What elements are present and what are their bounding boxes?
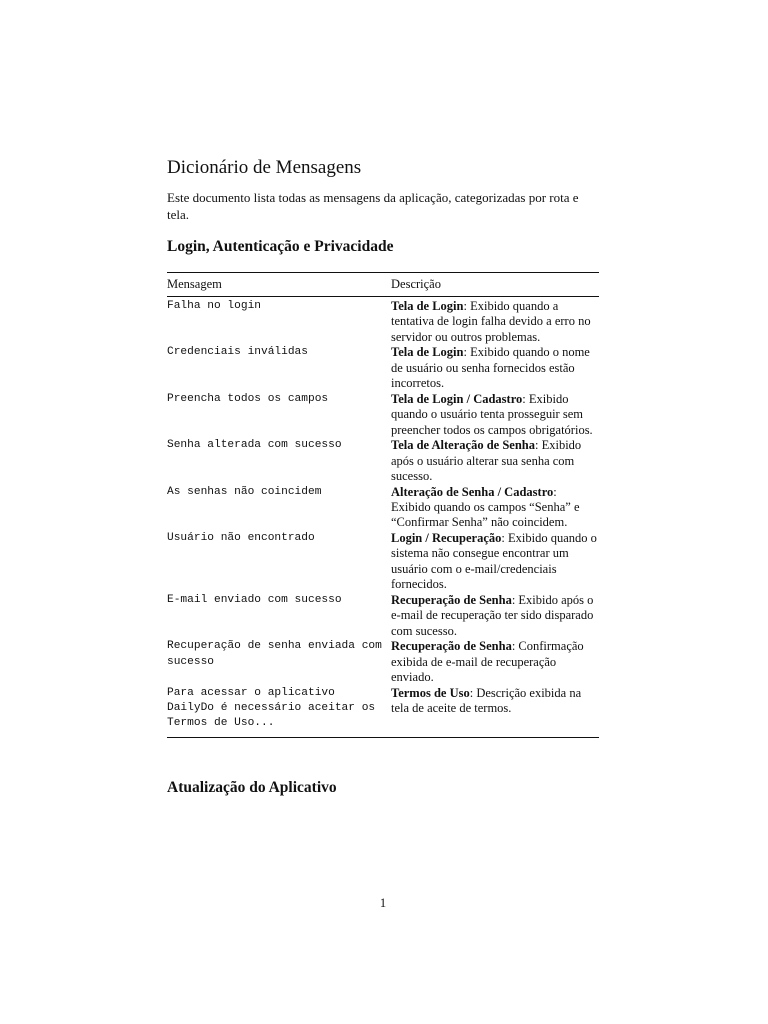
screen-name: Tela de Login / Cadastro <box>391 391 523 406</box>
description-text: : Exibido após o e-mail de recuperação ter sido disparado com sucesso. <box>391 592 594 638</box>
table-row <box>167 297 599 346</box>
message-cell: Senha alterada com sucesso <box>167 439 342 452</box>
screen-name: Tela de Alteração de Senha <box>391 438 535 453</box>
screen-name: Recuperação de Senha <box>391 592 512 607</box>
messages-table <box>167 272 599 738</box>
description-cell <box>391 438 599 484</box>
description-text: : Exibido quando a tentativa de login falha devido a erro no servidor ou outros problemas. <box>391 299 591 344</box>
screen-name: Termos de Uso <box>391 685 470 700</box>
description-cell <box>391 392 599 438</box>
table-row <box>167 593 599 639</box>
table-row <box>167 531 599 593</box>
screen-name: Login / Recuperação <box>391 531 502 546</box>
message-cell: Usuário não encontrado <box>167 532 315 545</box>
column-header-description: Descrição <box>391 273 599 297</box>
description-cell <box>391 297 599 346</box>
column-header-message: Mensagem <box>167 273 391 297</box>
table-row <box>167 438 599 484</box>
page-number: 1 <box>379 896 387 910</box>
screen-name: Alteração de Senha / Cadastro <box>391 484 554 499</box>
description-cell <box>391 345 599 391</box>
description-text: : Exibido após o usuário alterar sua senha com sucesso. <box>391 438 582 484</box>
description-text: : Exibido quando o sistema não consegue encontrar um usuário com o e-mail/credenciais fornecidos. <box>391 531 597 592</box>
table-row <box>167 485 599 531</box>
table-row <box>167 392 599 438</box>
document-intro: Este documento lista todas as mensagens da aplicação, categorizadas por rota e tela. <box>167 190 579 222</box>
description-cell <box>391 686 599 738</box>
description-cell <box>391 531 599 593</box>
message-cell: E-mail enviado com sucesso <box>167 593 342 606</box>
description-text: : Confirmação exibida de e-mail de recuperação enviado. <box>391 639 584 685</box>
screen-name: Recuperação de Senha <box>391 639 512 654</box>
description-text: : Exibido quando o usuário tenta prosseguir sem preencher todos os campos obrigatórios. <box>391 391 593 437</box>
section-heading-login: Login, Autenticação e Privacidade <box>167 238 394 255</box>
description-cell <box>391 593 599 639</box>
description-cell <box>391 639 599 685</box>
table-row <box>167 686 599 738</box>
table-row <box>167 639 599 685</box>
document-title: Dicionário de Mensagens <box>167 157 362 178</box>
description-cell <box>391 485 599 531</box>
message-cell: Preencha todos os campos <box>167 392 329 405</box>
description-text: : Descrição exibida na tela de aceite de termos. <box>391 685 582 716</box>
screen-name: Tela de Login <box>391 345 464 360</box>
section-heading-update: Atualização do Aplicativo <box>167 779 337 796</box>
message-cell: Recuperação de senha enviada com sucesso <box>167 640 382 668</box>
table-header-row <box>167 273 599 297</box>
description-text: : Exibido quando os campos “Senha” e “Confirmar Senha” não coincidem. <box>391 484 580 530</box>
message-cell: As senhas não coincidem <box>167 485 322 498</box>
message-cell: Credenciais inválidas <box>167 346 308 359</box>
screen-name: Tela de Login <box>391 299 464 313</box>
message-cell: Para acessar o aplicativo DailyDo é necessário aceitar os Termos de Uso... <box>167 686 376 730</box>
description-text: : Exibido quando o nome de usuário ou senha fornecidos estão incorretos. <box>391 345 590 391</box>
message-cell: Falha no login <box>167 300 261 312</box>
table-row <box>167 345 599 391</box>
